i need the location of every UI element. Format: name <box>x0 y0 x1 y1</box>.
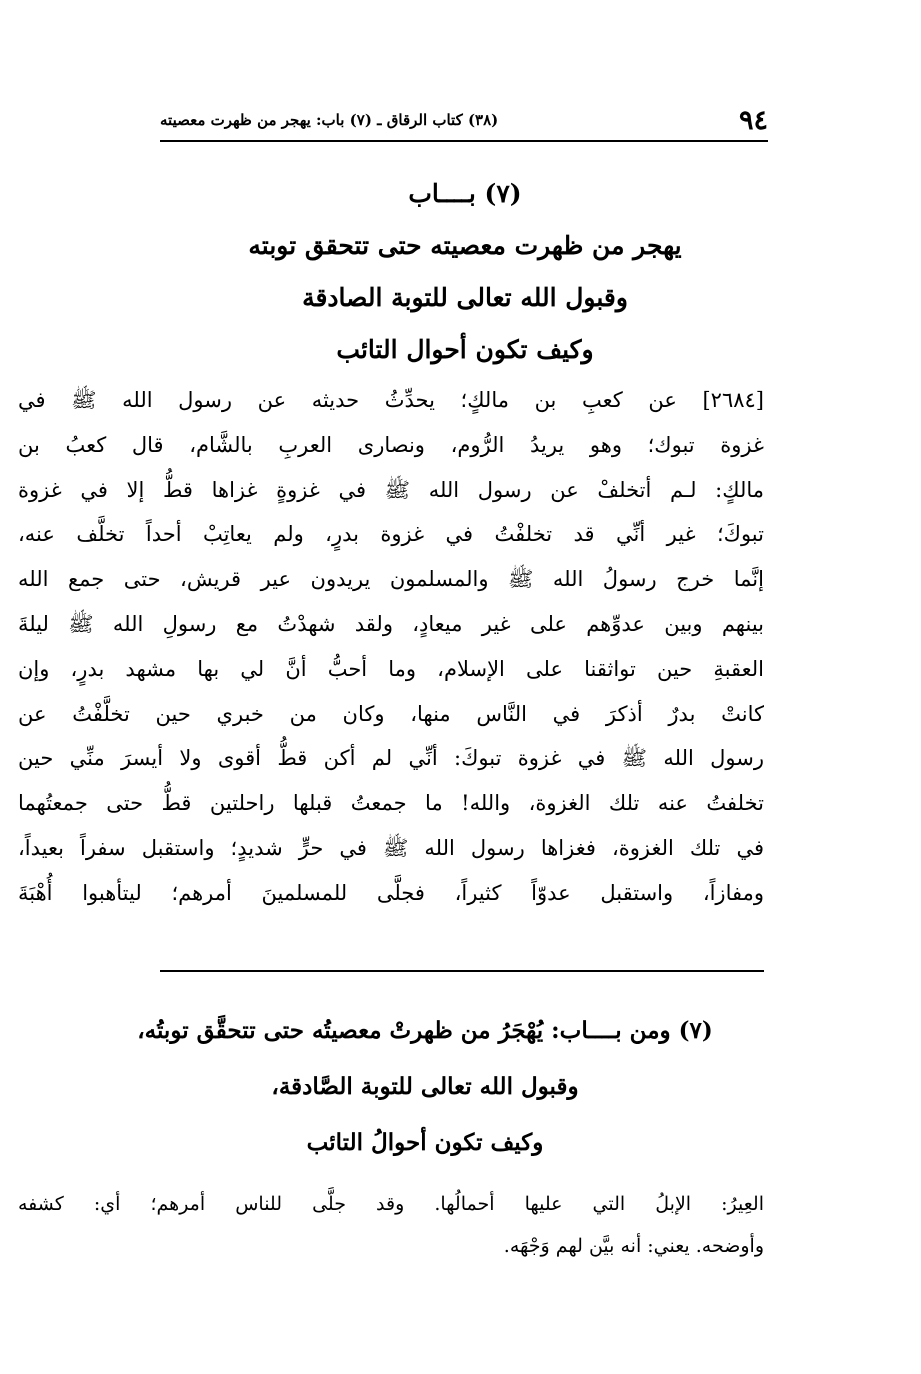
commentary-title-line: وكيف تكون أحوالُ التائب <box>306 1129 544 1156</box>
chapter-title-line: يهجر من ظهرت معصيته حتى تتحقق توبته <box>248 231 682 260</box>
chapter-title-line: وقبول الله تعالى للتوبة الصادقة <box>302 283 628 312</box>
text-line: رسول الله ﷺ في غزوة تبوكَ: أنِّي لم أكن قطُّ أقوى ولا أيسرَ منِّي حين <box>18 746 764 771</box>
text-line: في تلك الغزوة، فغزاها رسول الله ﷺ في حرٍّ شديدٍ؛ واستقبل سفراً بعيداً، <box>18 835 764 860</box>
commentary-text <box>18 1183 764 1267</box>
chapter-heading <box>120 168 810 376</box>
commentary-title-line: (٧) ومن بــــاب: يُهْجَرُ من ظهرتْ معصيتُه حتى تتحقَّق توبتُه، <box>137 1017 713 1044</box>
text-line: كانتْ بدرٌ أذكرَ في النَّاس منها، وكان من خبري حين تخلَّفْتُ عن <box>18 701 764 726</box>
hadith-text <box>18 378 764 916</box>
text-line: [٢٦٨٤] عن كعبِ بن مالكٍ؛ يحدِّثُ حديثه عن رسول الله ﷺ في <box>18 388 764 412</box>
header-rule <box>160 140 768 142</box>
text-line: العقبةِ حين تواثقنا على الإسلام، وما أحبُّ أنَّ لي بها مشهد بدرٍ، وإن <box>18 656 764 681</box>
running-title: (٣٨) كتاب الرقاق ـ (٧) باب: يهجر من ظهرت معصيته <box>160 111 499 129</box>
text-line: تخلفتُ عنه تلك الغزوة، والله! ما جمعتُ قبلها راحلتين قطُّ حتى جمعتُهما <box>18 791 764 816</box>
text-line: العِيرُ: الإبلُ التي عليها أحمالُها. وقد جلَّى للناس أمرهم؛ أي: كشفه <box>18 1193 764 1215</box>
text-line: وأوضحه. يعني: أنه بيَّن لهم وَجْهَه. <box>503 1235 764 1257</box>
chapter-number: (٧) بــــاب <box>408 179 522 208</box>
running-header <box>160 100 768 140</box>
chapter-title-line: وكيف تكون أحوال التائب <box>336 335 594 364</box>
text-line: مالكٍ: لـم أتخلفْ عن رسول الله ﷺ في غزوةٍ غزاها قطُّ إلا في غزوة <box>18 477 764 502</box>
commentary-heading <box>80 1003 770 1171</box>
text-line: إنَّما خرج رسولُ الله ﷺ والمسلمون يريدون عير قريش، حتى جمع الله <box>18 567 764 592</box>
text-line: تبوكَ؛ غير أنِّي قد تخلفْتُ في غزوة بدرٍ، ولم يعاتِبْ أحداً تخلَّف عنه، <box>18 522 764 547</box>
text-line: غزوة تبوك؛ وهو يريدُ الرُّوم، ونصارى العربِ بالشَّام، قال كعبُ بن <box>18 432 764 457</box>
commentary-title-line: وقبول الله تعالى للتوبة الصَّادقة، <box>271 1073 579 1100</box>
section-divider <box>160 970 764 972</box>
text-line: بينهم وبين عدوِّهم على غير ميعادٍ، ولقد شهدْتُ مع رسولِ الله ﷺ ليلةَ <box>18 611 764 636</box>
page-number: ٩٤ <box>738 104 768 136</box>
text-line: ومفازاً، واستقبل عدوّاً كثيراً، فجلَّى للمسلمينَ أمرهم؛ ليتأهبوا أُهْبَةَ <box>18 880 764 905</box>
